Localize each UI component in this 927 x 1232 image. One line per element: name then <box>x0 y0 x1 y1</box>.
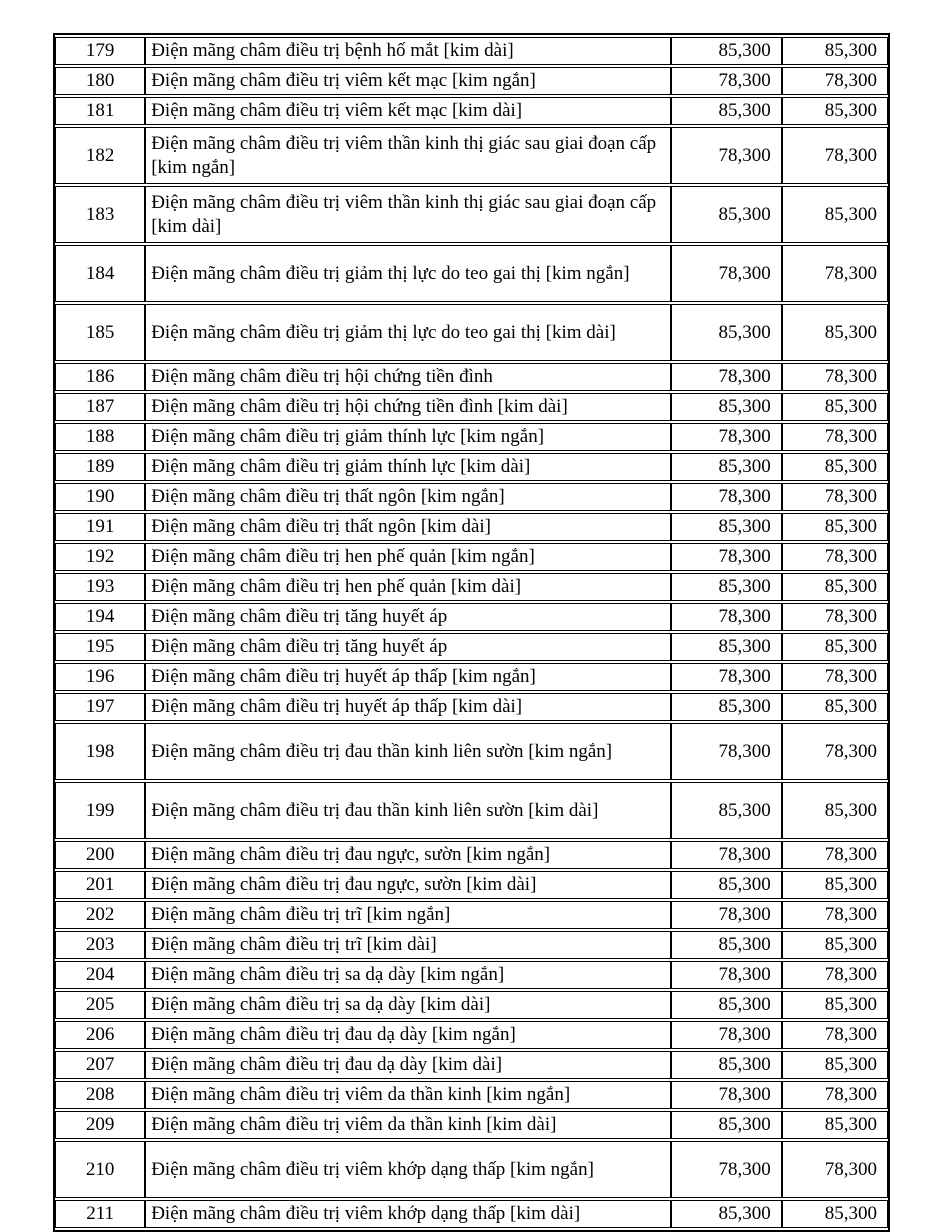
row-number-cell: 190 <box>55 483 145 511</box>
row-number-cell: 204 <box>55 961 145 989</box>
table-row <box>55 633 888 661</box>
table-row <box>55 663 888 691</box>
service-name-cell: Điện mãng châm điều trị viêm da thần kinh [kim ngắn] <box>145 1081 671 1109</box>
row-number-cell: 200 <box>55 841 145 869</box>
service-name-cell: Điện mãng châm điều trị hội chứng tiền đình [kim dài] <box>145 393 671 421</box>
table-row <box>55 97 888 125</box>
table-row <box>55 901 888 929</box>
price-cell-2: 85,300 <box>782 782 888 839</box>
service-name-cell: Điện mãng châm điều trị đau ngực, sườn [kim dài] <box>145 871 671 899</box>
row-number-cell: 191 <box>55 513 145 541</box>
price-cell-1: 78,300 <box>671 483 781 511</box>
price-cell-2: 85,300 <box>782 37 888 65</box>
price-cell-2: 78,300 <box>782 663 888 691</box>
price-cell-2: 78,300 <box>782 723 888 780</box>
price-cell-1: 78,300 <box>671 603 781 631</box>
price-table <box>53 33 890 1232</box>
price-cell-1: 85,300 <box>671 97 781 125</box>
price-cell-2: 78,300 <box>782 245 888 302</box>
price-cell-2: 78,300 <box>782 841 888 869</box>
row-number-cell: 182 <box>55 127 145 184</box>
price-cell-1: 85,300 <box>671 633 781 661</box>
service-name-cell: Điện mãng châm điều trị huyết áp thấp [kim ngắn] <box>145 663 671 691</box>
service-name-cell: Điện mãng châm điều trị viêm khớp dạng thấp [kim dài] <box>145 1200 671 1228</box>
service-name-cell: Điện mãng châm điều trị viêm thần kinh thị giác sau giai đoạn cấp [kim ngắn] <box>145 127 671 184</box>
row-number-cell: 205 <box>55 991 145 1019</box>
table-row <box>55 1200 888 1228</box>
table-row <box>55 245 888 302</box>
row-number-cell: 184 <box>55 245 145 302</box>
price-cell-2: 78,300 <box>782 67 888 95</box>
price-cell-2: 78,300 <box>782 127 888 184</box>
row-number-cell: 183 <box>55 186 145 243</box>
table-row <box>55 1021 888 1049</box>
table-row <box>55 363 888 391</box>
price-cell-2: 78,300 <box>782 1021 888 1049</box>
service-name-cell: Điện mãng châm điều trị viêm khớp dạng thấp [kim ngắn] <box>145 1141 671 1198</box>
service-name-cell: Điện mãng châm điều trị giảm thị lực do teo gai thị [kim dài] <box>145 304 671 361</box>
table-row <box>55 991 888 1019</box>
price-cell-1: 85,300 <box>671 782 781 839</box>
row-number-cell: 207 <box>55 1051 145 1079</box>
price-cell-2: 78,300 <box>782 1141 888 1198</box>
row-number-cell: 198 <box>55 723 145 780</box>
price-cell-2: 78,300 <box>782 961 888 989</box>
table-row <box>55 186 888 243</box>
table-row <box>55 513 888 541</box>
price-cell-1: 78,300 <box>671 363 781 391</box>
service-name-cell: Điện mãng châm điều trị viêm kết mạc [kim dài] <box>145 97 671 125</box>
price-cell-2: 85,300 <box>782 871 888 899</box>
table-row <box>55 67 888 95</box>
price-cell-1: 85,300 <box>671 304 781 361</box>
row-number-cell: 181 <box>55 97 145 125</box>
table-row <box>55 871 888 899</box>
price-cell-1: 78,300 <box>671 245 781 302</box>
price-cell-2: 85,300 <box>782 186 888 243</box>
row-number-cell: 193 <box>55 573 145 601</box>
table-row <box>55 543 888 571</box>
price-cell-1: 85,300 <box>671 37 781 65</box>
price-cell-1: 85,300 <box>671 1200 781 1228</box>
service-name-cell: Điện mãng châm điều trị viêm thần kinh thị giác sau giai đoạn cấp [kim dài] <box>145 186 671 243</box>
row-number-cell: 208 <box>55 1081 145 1109</box>
row-number-cell: 196 <box>55 663 145 691</box>
row-number-cell: 180 <box>55 67 145 95</box>
service-name-cell: Điện mãng châm điều trị đau dạ dày [kim ngắn] <box>145 1021 671 1049</box>
price-cell-1: 85,300 <box>671 453 781 481</box>
price-cell-2: 78,300 <box>782 603 888 631</box>
price-cell-1: 78,300 <box>671 961 781 989</box>
price-cell-1: 85,300 <box>671 1111 781 1139</box>
table-row <box>55 483 888 511</box>
price-cell-2: 85,300 <box>782 453 888 481</box>
row-number-cell: 197 <box>55 693 145 721</box>
price-cell-2: 78,300 <box>782 363 888 391</box>
table-row <box>55 782 888 839</box>
row-number-cell: 185 <box>55 304 145 361</box>
price-cell-1: 85,300 <box>671 1051 781 1079</box>
row-number-cell: 179 <box>55 37 145 65</box>
row-number-cell: 194 <box>55 603 145 631</box>
price-cell-1: 85,300 <box>671 991 781 1019</box>
price-cell-1: 85,300 <box>671 573 781 601</box>
price-cell-1: 78,300 <box>671 1021 781 1049</box>
row-number-cell: 192 <box>55 543 145 571</box>
price-cell-2: 85,300 <box>782 573 888 601</box>
table-row <box>55 423 888 451</box>
table-row <box>55 723 888 780</box>
service-name-cell: Điện mãng châm điều trị giảm thính lực [kim ngắn] <box>145 423 671 451</box>
row-number-cell: 206 <box>55 1021 145 1049</box>
row-number-cell: 210 <box>55 1141 145 1198</box>
table-row <box>55 1081 888 1109</box>
price-cell-1: 85,300 <box>671 693 781 721</box>
price-cell-2: 78,300 <box>782 483 888 511</box>
price-cell-2: 85,300 <box>782 304 888 361</box>
price-cell-2: 78,300 <box>782 423 888 451</box>
price-table-body <box>55 37 888 1228</box>
row-number-cell: 202 <box>55 901 145 929</box>
price-cell-1: 78,300 <box>671 67 781 95</box>
service-name-cell: Điện mãng châm điều trị huyết áp thấp [kim dài] <box>145 693 671 721</box>
price-cell-1: 78,300 <box>671 127 781 184</box>
row-number-cell: 189 <box>55 453 145 481</box>
price-cell-1: 78,300 <box>671 841 781 869</box>
price-cell-2: 78,300 <box>782 901 888 929</box>
price-cell-2: 85,300 <box>782 1200 888 1228</box>
price-cell-1: 78,300 <box>671 901 781 929</box>
price-table-container <box>53 33 890 1232</box>
row-number-cell: 203 <box>55 931 145 959</box>
price-cell-1: 85,300 <box>671 513 781 541</box>
service-name-cell: Điện mãng châm điều trị tăng huyết áp <box>145 633 671 661</box>
service-name-cell: Điện mãng châm điều trị đau ngực, sườn [kim ngắn] <box>145 841 671 869</box>
price-cell-2: 85,300 <box>782 513 888 541</box>
service-name-cell: Điện mãng châm điều trị bệnh hố mắt [kim dài] <box>145 37 671 65</box>
service-name-cell: Điện mãng châm điều trị sa dạ dày [kim dài] <box>145 991 671 1019</box>
service-name-cell: Điện mãng châm điều trị đau thần kinh liên sườn [kim ngắn] <box>145 723 671 780</box>
price-cell-1: 85,300 <box>671 393 781 421</box>
service-name-cell: Điện mãng châm điều trị viêm kết mạc [kim ngắn] <box>145 67 671 95</box>
price-cell-2: 78,300 <box>782 543 888 571</box>
row-number-cell: 195 <box>55 633 145 661</box>
table-row <box>55 573 888 601</box>
service-name-cell: Điện mãng châm điều trị sa dạ dày [kim ngắn] <box>145 961 671 989</box>
service-name-cell: Điện mãng châm điều trị hen phế quản [kim ngắn] <box>145 543 671 571</box>
service-name-cell: Điện mãng châm điều trị hen phế quản [kim dài] <box>145 573 671 601</box>
row-number-cell: 199 <box>55 782 145 839</box>
price-cell-2: 85,300 <box>782 633 888 661</box>
price-cell-1: 85,300 <box>671 931 781 959</box>
price-cell-1: 78,300 <box>671 1081 781 1109</box>
price-cell-2: 85,300 <box>782 991 888 1019</box>
price-cell-1: 78,300 <box>671 663 781 691</box>
table-row <box>55 603 888 631</box>
table-row <box>55 1111 888 1139</box>
service-name-cell: Điện mãng châm điều trị viêm da thần kinh [kim dài] <box>145 1111 671 1139</box>
price-cell-1: 85,300 <box>671 186 781 243</box>
price-cell-1: 78,300 <box>671 423 781 451</box>
service-name-cell: Điện mãng châm điều trị thất ngôn [kim ngắn] <box>145 483 671 511</box>
table-row <box>55 693 888 721</box>
row-number-cell: 211 <box>55 1200 145 1228</box>
table-row <box>55 1051 888 1079</box>
service-name-cell: Điện mãng châm điều trị thất ngôn [kim dài] <box>145 513 671 541</box>
table-row <box>55 37 888 65</box>
table-row <box>55 304 888 361</box>
table-row <box>55 931 888 959</box>
price-cell-2: 85,300 <box>782 1051 888 1079</box>
service-name-cell: Điện mãng châm điều trị tăng huyết áp <box>145 603 671 631</box>
table-row <box>55 393 888 421</box>
service-name-cell: Điện mãng châm điều trị hội chứng tiền đình <box>145 363 671 391</box>
price-cell-1: 78,300 <box>671 543 781 571</box>
price-cell-2: 78,300 <box>782 1081 888 1109</box>
price-cell-2: 85,300 <box>782 693 888 721</box>
table-row <box>55 453 888 481</box>
price-cell-1: 85,300 <box>671 871 781 899</box>
table-row <box>55 1141 888 1198</box>
table-row <box>55 127 888 184</box>
price-cell-2: 85,300 <box>782 1111 888 1139</box>
row-number-cell: 201 <box>55 871 145 899</box>
price-cell-2: 85,300 <box>782 393 888 421</box>
row-number-cell: 187 <box>55 393 145 421</box>
service-name-cell: Điện mãng châm điều trị trĩ [kim ngắn] <box>145 901 671 929</box>
service-name-cell: Điện mãng châm điều trị giảm thính lực [kim dài] <box>145 453 671 481</box>
price-cell-1: 78,300 <box>671 1141 781 1198</box>
price-cell-2: 85,300 <box>782 97 888 125</box>
service-name-cell: Điện mãng châm điều trị đau dạ dày [kim dài] <box>145 1051 671 1079</box>
table-row <box>55 961 888 989</box>
row-number-cell: 186 <box>55 363 145 391</box>
table-row <box>55 841 888 869</box>
service-name-cell: Điện mãng châm điều trị đau thần kinh liên sườn [kim dài] <box>145 782 671 839</box>
service-name-cell: Điện mãng châm điều trị giảm thị lực do teo gai thị [kim ngắn] <box>145 245 671 302</box>
price-cell-2: 85,300 <box>782 931 888 959</box>
row-number-cell: 188 <box>55 423 145 451</box>
row-number-cell: 209 <box>55 1111 145 1139</box>
price-cell-1: 78,300 <box>671 723 781 780</box>
service-name-cell: Điện mãng châm điều trị trĩ [kim dài] <box>145 931 671 959</box>
